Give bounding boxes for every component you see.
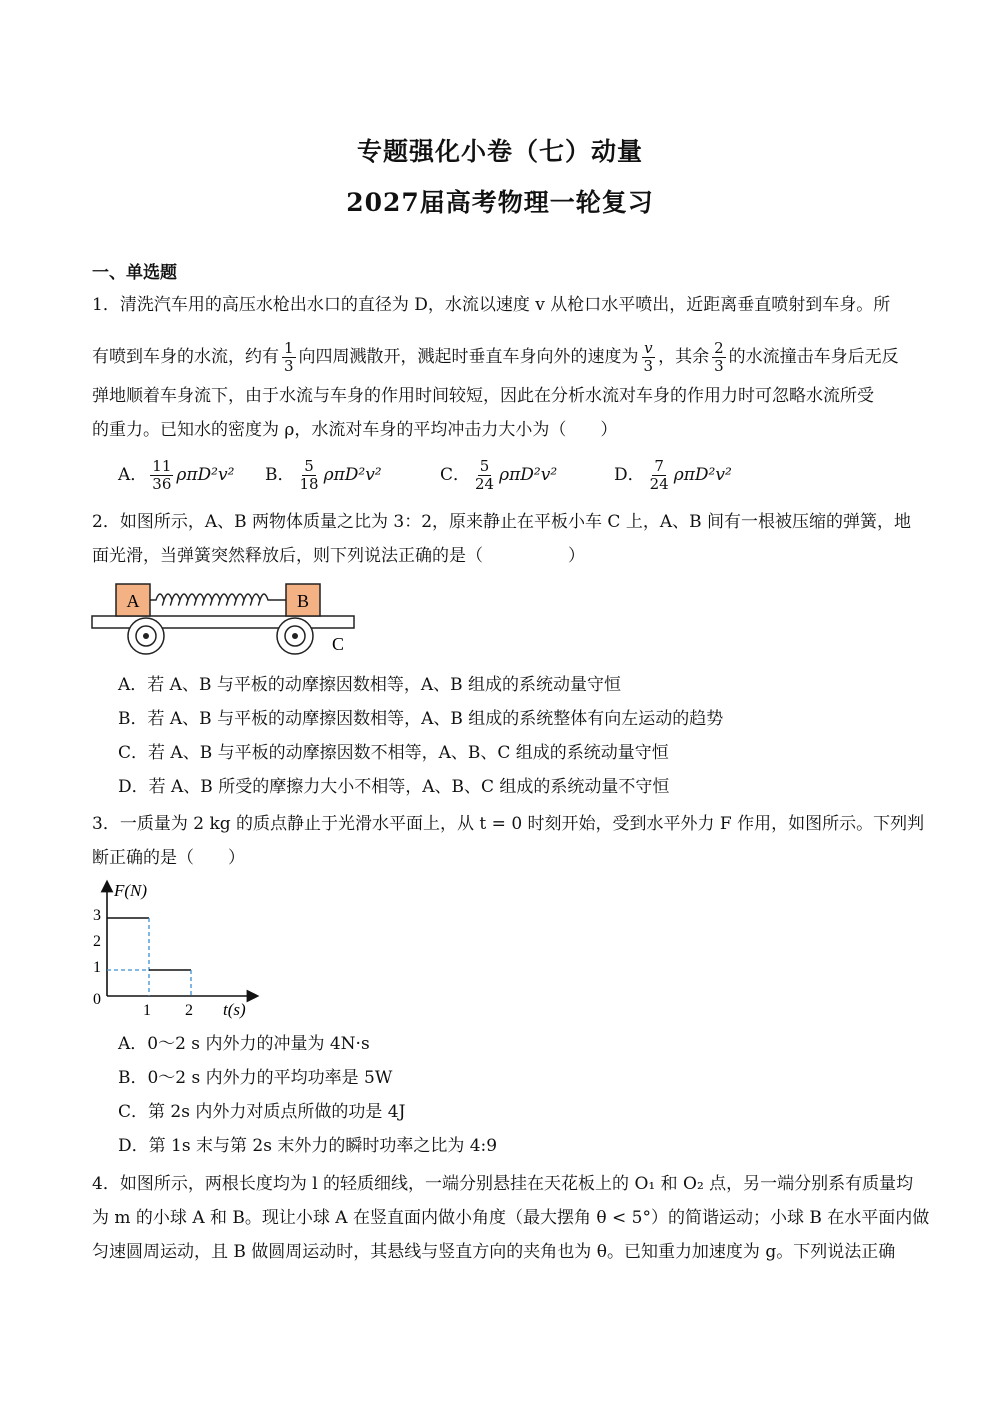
q2-option-c[interactable]: C．若 A、B 与平板的动摩擦因数不相等，A、B、C 组成的系统动量守恒 xyxy=(118,743,669,763)
q1-line-2a: 有喷到车身的水流，约有 xyxy=(92,347,279,367)
q3-line-2: 断正确的是（ ） xyxy=(92,848,245,868)
q1-line-2c: ，其余 xyxy=(658,347,710,367)
q4-line-2: 为 m 的小球 A 和 B。现让小球 A 在竖直面内做小角度（最大摆角 θ < 5°）的简谐运动；小球 B 在水平面内做 xyxy=(92,1208,930,1228)
q1-line-3: 弹地顺着车身流下，由于水流与车身的作用时间较短，因此在分析水流对车身的作用力时可忽略水流所受 xyxy=(92,386,874,406)
q3-line-1: 3．一质量为 2 kg 的质点静止于光滑水平面上，从 t = 0 时刻开始，受到水平外力 F 作用，如图所示。下列判 xyxy=(92,814,925,834)
section-heading: 一、单选题 xyxy=(92,263,177,283)
x-axis-label: t(s) xyxy=(223,1000,246,1019)
q4-line-3: 匀速圆周运动，且 B 做圆周运动时，其悬线与竖直方向的夹角也为 θ。已知重力加速度为 g。下列说法正确 xyxy=(92,1242,896,1262)
q1-line-2d: 的水流撞击车身后无反 xyxy=(728,347,899,367)
y-tick-1: 1 xyxy=(93,959,101,976)
q3-option-a[interactable]: A．0～2 s 内外力的冲量为 4N·s xyxy=(118,1034,370,1054)
title-line-1: 专题强化小卷（七）动量 xyxy=(356,137,643,166)
q3-option-d[interactable]: D．第 1s 末与第 2s 末外力的瞬时功率之比为 4:9 xyxy=(118,1136,498,1156)
cart-spring-figure xyxy=(90,578,370,660)
y-tick-2: 2 xyxy=(93,933,101,950)
q1-line-1: 1．清洗汽车用的高压水枪出水口的直径为 D，水流以速度 v 从枪口水平喷出，近距离垂直喷射到车身。所 xyxy=(92,295,891,315)
spring xyxy=(150,594,286,605)
cart-label: C xyxy=(332,634,345,654)
q4-line-1: 4．如图所示，两根长度均为 l 的轻质细线，一端分别悬挂在天花板上的 O₁ 和 O₂ 点，另一端分别系有质量均 xyxy=(92,1174,914,1194)
q1-fraction-1: $\frac{1}{3}$ xyxy=(284,339,294,375)
q1-option-b[interactable]: B． $\frac{5}{18}$ ρπD²v² xyxy=(265,457,382,493)
q1-fraction-3: $\frac{2}{3}$ xyxy=(714,339,724,375)
q2-line-1: 2．如图所示，A、B 两物体质量之比为 3：2，原来静止在平板小车 C 上，A、B 间有一根被压缩的弹簧，地 xyxy=(92,512,912,532)
q1-option-c[interactable]: C． $\frac{5}{24}$ ρπD²v² xyxy=(440,457,558,493)
x-tick-2: 2 xyxy=(185,1002,193,1019)
q2-option-b[interactable]: B．若 A、B 与平板的动摩擦因数相等，A、B 组成的系统整体有向左运动的趋势 xyxy=(118,709,724,729)
q2-option-a[interactable]: A．若 A、B 与平板的动摩擦因数相等，A、B 组成的系统动量守恒 xyxy=(118,675,622,695)
q1-option-d[interactable]: D． $\frac{7}{24}$ ρπD²v² xyxy=(614,457,732,493)
block-b-label: B xyxy=(296,591,310,611)
origin-label: 0 xyxy=(93,991,101,1008)
q3-option-b[interactable]: B．0～2 s 内外力的平均功率是 5W xyxy=(118,1068,393,1088)
q1-line-2 xyxy=(92,340,912,375)
q2-line-2: 面光滑，当弹簧突然释放后，则下列说法正确的是（ ） xyxy=(92,546,585,566)
title-line-2: 2027届高考物理一轮复习 xyxy=(346,188,654,217)
q1-option-a[interactable]: A． $\frac{11}{36}$ ρπD²v² xyxy=(118,457,235,493)
block-a-label: A xyxy=(126,591,140,611)
q1-line-4: 的重力。已知水的密度为 ρ，水流对车身的平均冲击力大小为（ ） xyxy=(92,420,618,440)
force-time-graph xyxy=(85,878,265,1023)
q2-option-d[interactable]: D．若 A、B 所受的摩擦力大小不相等，A、B、C 组成的系统动量不守恒 xyxy=(118,777,670,797)
q1-line-2b: 向四周溅散开，溅起时垂直车身向外的速度为 xyxy=(298,347,639,367)
x-tick-1: 1 xyxy=(143,1002,151,1019)
y-tick-3: 3 xyxy=(93,907,101,924)
q1-fraction-2: $\frac{v}{3}$ xyxy=(643,339,654,375)
q3-option-c[interactable]: C．第 2s 内外力对质点所做的功是 4J xyxy=(118,1102,406,1122)
y-axis-label: F(N) xyxy=(114,881,148,900)
